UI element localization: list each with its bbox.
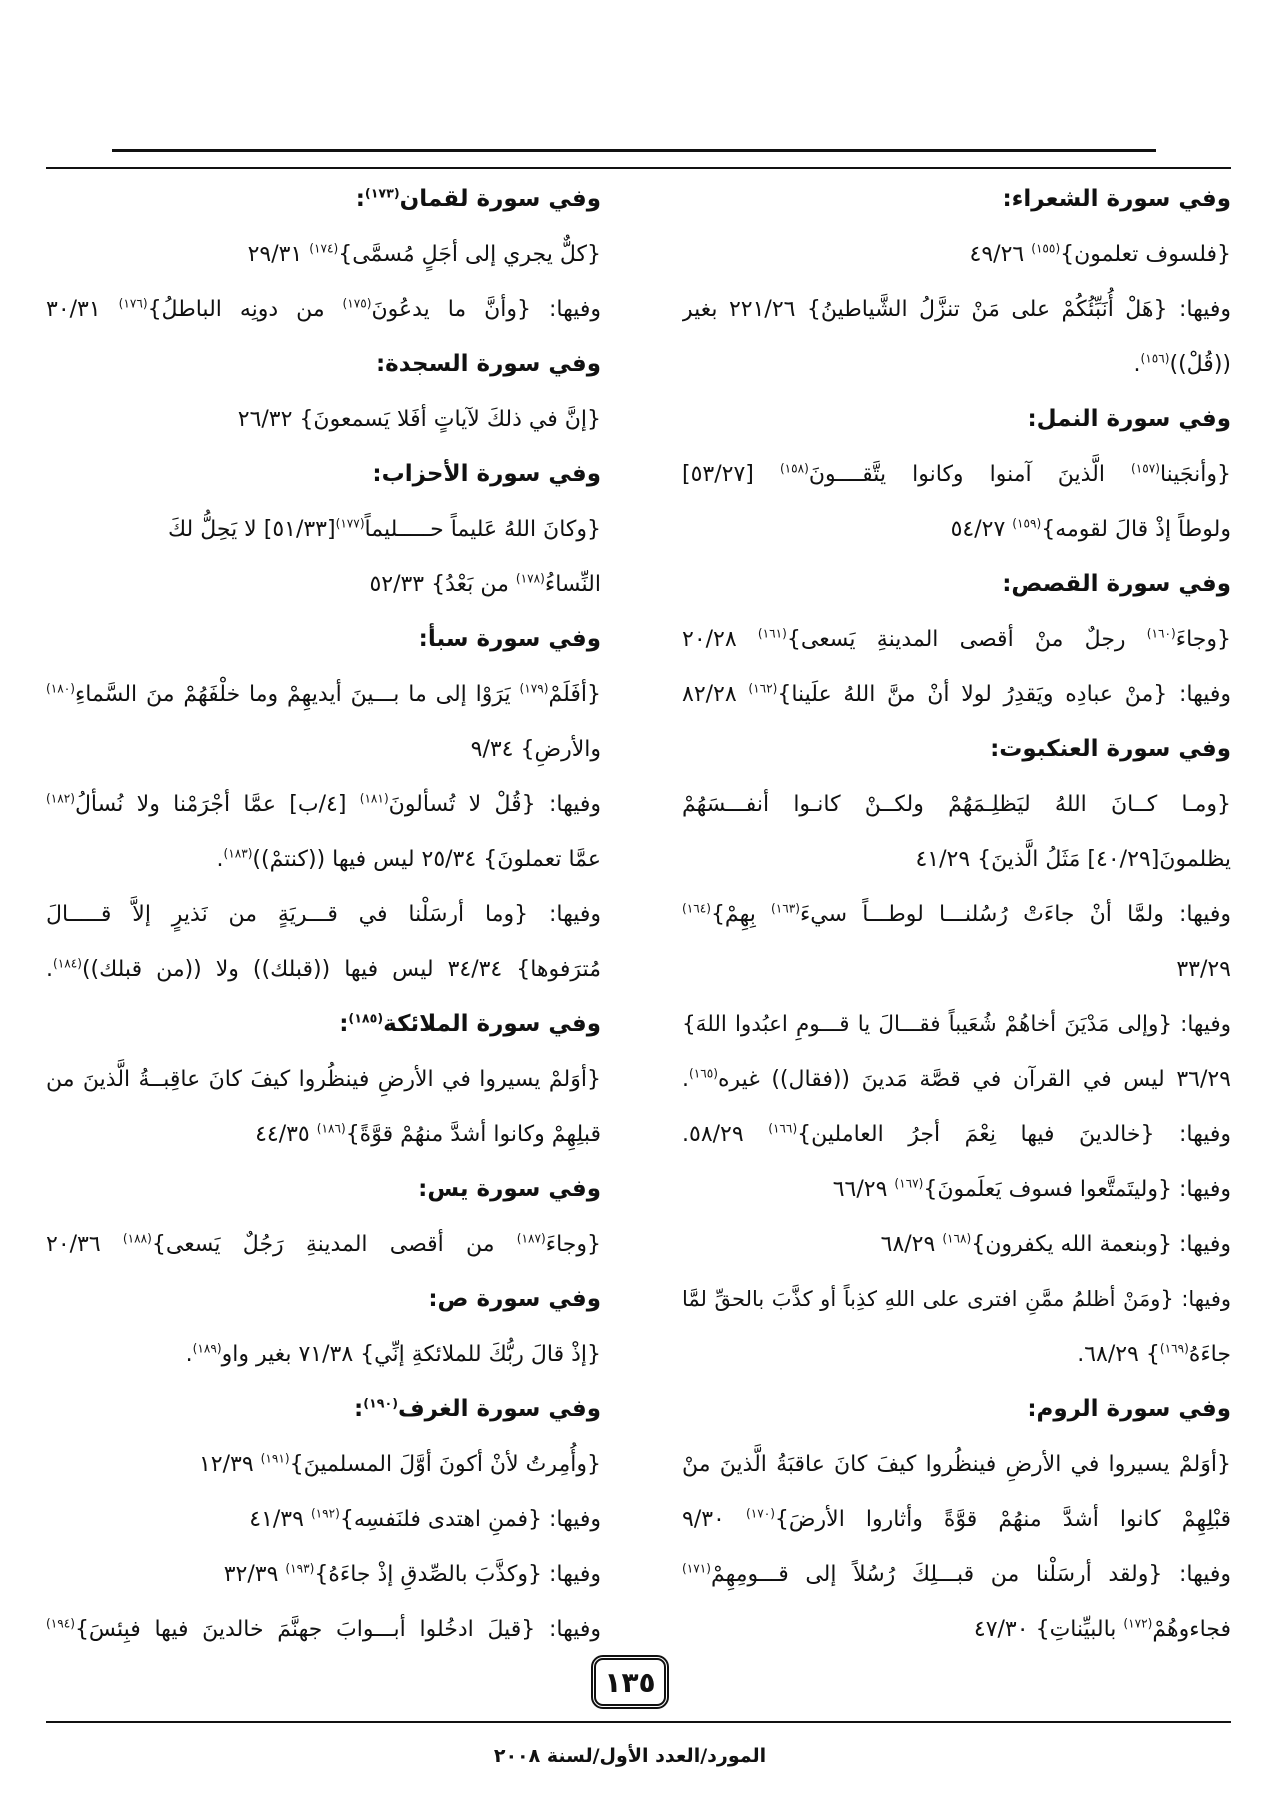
text-line bbox=[682, 612, 1231, 667]
heading-text: وفي سورة العنكبوت: bbox=[990, 736, 1231, 762]
footnote-marker: (١٦٣) bbox=[771, 901, 800, 916]
line-text: جاءَهُ bbox=[1188, 1342, 1231, 1367]
text-line bbox=[682, 282, 1231, 337]
text-line bbox=[46, 392, 601, 447]
text-line bbox=[46, 722, 601, 777]
heading-line bbox=[682, 1382, 1231, 1437]
text-line bbox=[682, 1272, 1231, 1327]
text-line bbox=[46, 1327, 601, 1382]
line-text: ٤٤/٣٥ bbox=[255, 1122, 317, 1147]
line-text: رجلٌ منْ أقصى المدينةِ يَسعى} bbox=[786, 627, 1147, 652]
footnote-marker: (١٨٥) bbox=[348, 1010, 384, 1026]
heading-text: وفي سورة الروم: bbox=[1027, 1396, 1231, 1422]
text-line bbox=[46, 942, 601, 997]
line-text: ١٢/٣٩ bbox=[198, 1452, 261, 1477]
footnote-marker: (١٥٧) bbox=[1131, 461, 1160, 476]
line-text: من بَعْدُ} ٥٢/٣٣ bbox=[369, 572, 516, 597]
text-line bbox=[682, 887, 1231, 942]
heading-line bbox=[46, 997, 601, 1052]
footnote-marker: (١٦٠) bbox=[1146, 626, 1176, 641]
footnote-marker: (١٩٤) bbox=[46, 1616, 75, 1631]
heading-line bbox=[46, 1272, 601, 1327]
line-text: وفيها: {وإلى مَدْيَنَ أخاهُمْ شُعَيباً فقـــالَ يا قـــومِ اعبُدوا اللهَ} bbox=[682, 1012, 1231, 1037]
text-line bbox=[682, 1107, 1231, 1162]
footnote-marker: (١٧٧) bbox=[335, 516, 365, 531]
footnote-marker: (١٨٧) bbox=[516, 1231, 546, 1246]
line-text: والأرضِ} ٩/٣٤ bbox=[470, 737, 601, 762]
text-line bbox=[46, 1437, 601, 1492]
line-text: . bbox=[1133, 352, 1141, 377]
text-line bbox=[682, 1217, 1231, 1272]
line-text: {إذْ قالَ ربُّكَ للملائكةِ إنِّي} ٧١/٣٨ بغير واو bbox=[221, 1342, 601, 1367]
heading-text: وفي سورة سبأ: bbox=[418, 626, 601, 652]
heading-text: وفي سورة الأحزاب: bbox=[372, 461, 601, 487]
header-rule-thick bbox=[112, 149, 1156, 152]
line-text: من أقصى المدينةِ رَجُلٌ يَسعى} bbox=[151, 1232, 517, 1257]
text-line bbox=[46, 1547, 601, 1602]
footnote-marker: (١٥٥) bbox=[1031, 241, 1061, 256]
footnote-marker: (١٨٨) bbox=[122, 1231, 152, 1246]
line-text: [٥٣/٢٧] bbox=[682, 462, 780, 487]
line-text: من دونِه الباطلُ} bbox=[147, 297, 343, 322]
footnote-marker: (١٨٢) bbox=[46, 791, 75, 806]
heading-line bbox=[46, 337, 601, 392]
line-text: الَّذينَ آمنوا وكانوا يتَّقــــونَ bbox=[808, 462, 1132, 487]
text-line bbox=[682, 777, 1231, 832]
heading-text: وفي سورة لقمان bbox=[399, 186, 601, 212]
heading-line bbox=[682, 722, 1231, 777]
heading-text: وفي سورة النمل: bbox=[1027, 406, 1231, 432]
text-line bbox=[46, 282, 601, 337]
text-line bbox=[682, 832, 1231, 887]
heading-text: : bbox=[354, 1396, 364, 1422]
line-text: {فلسوف تعلمون} bbox=[1060, 242, 1231, 267]
text-line bbox=[46, 667, 601, 722]
line-text: وفيها: {وكذَّبَ بالصِّدقِ إذْ جاءَهُ} bbox=[314, 1562, 601, 1587]
text-line bbox=[682, 1492, 1231, 1547]
line-text: {ومـا كــانَ اللهُ ليَظلِـمَهُمْ ولكــنْ كانـوا أنفـــسَهُمْ bbox=[682, 792, 1231, 817]
heading-text: وفي سورة ص: bbox=[428, 1286, 601, 1312]
text-line bbox=[46, 1602, 601, 1657]
heading-line bbox=[46, 1162, 601, 1217]
line-text: ٣٢/٣٩ bbox=[223, 1562, 286, 1587]
line-text: بِهِمْ} bbox=[710, 902, 771, 927]
line-text: . bbox=[216, 847, 224, 872]
footnote-marker: (١٦٥) bbox=[689, 1066, 718, 1081]
line-text: وفيها: {ولقد أرسَلْنا من قبـــلِكَ رُسُلاً إلى قـــومِهِمْ bbox=[710, 1562, 1231, 1587]
footnote-marker: (١٥٨) bbox=[779, 461, 809, 476]
heading-line bbox=[682, 392, 1231, 447]
line-text: . bbox=[682, 1067, 689, 1092]
text-line bbox=[46, 227, 601, 282]
heading-text: وفي سورة الملائكة bbox=[383, 1011, 601, 1037]
footnote-marker: (١٥٩) bbox=[1012, 516, 1042, 531]
heading-text: وفي سورة يس: bbox=[418, 1176, 601, 1202]
footnote-marker: (١٨٦) bbox=[316, 1121, 346, 1136]
text-line bbox=[46, 1492, 601, 1547]
text-line bbox=[682, 1547, 1231, 1602]
line-text: وفيها: ولمَّا أنْ جاءَتْ رُسُلنـــا لوطـــاً سيءَ bbox=[799, 902, 1231, 927]
text-line bbox=[46, 557, 601, 612]
line-text: وفيها: {قُلْ لا تُسألونَ bbox=[388, 792, 601, 817]
line-text: {وجاءَ bbox=[545, 1232, 601, 1257]
text-line bbox=[46, 1052, 601, 1107]
right-column bbox=[682, 172, 1231, 1657]
line-text: بالبيِّناتِ} ٤٧/٣٠ bbox=[973, 1617, 1124, 1642]
footer-text: المورد/العدد الأول/لسنة ٢٠٠٨ bbox=[493, 1745, 767, 1767]
line-text: ٣٠/٣١ bbox=[46, 297, 119, 322]
text-line bbox=[46, 1217, 601, 1272]
footnote-marker: (١٨١) bbox=[359, 791, 389, 806]
line-text: وفيها: {وأنَّ ما يدعُونَ bbox=[371, 297, 601, 322]
footnote-marker: (١٥٦) bbox=[1140, 351, 1170, 366]
heading-line bbox=[46, 447, 601, 502]
heading-text: : bbox=[339, 1011, 349, 1037]
heading-line bbox=[46, 612, 601, 667]
line-text: {إنَّ في ذلكَ لآياتٍ أفَلا يَسمعونَ} ٢٦/٣٢ bbox=[237, 407, 601, 432]
line-text: ٥٤/٢٧ bbox=[950, 517, 1013, 542]
header-rule-thin bbox=[46, 167, 1231, 169]
line-text: وفيها: {هَلْ أُنَبِّئُكُمْ على مَنْ تنزَّلُ الشَّياطينُ} ٢٢١/٢٦ بغير bbox=[682, 297, 1231, 322]
line-text: ٣٦/٢٩ ليس في القرآن في قصَّة مَدينَ ((فقال)) غيره bbox=[717, 1067, 1231, 1092]
line-text: وفيها: {وليتَمتَّعوا فسوف يَعلَمونَ} bbox=[923, 1177, 1231, 1202]
heading-text: وفي سورة السجدة: bbox=[375, 351, 601, 377]
line-text: {أوَلمْ يسيروا في الأرضِ فينظُروا كيفَ كانَ عاقبَةُ الَّذينَ منْ bbox=[682, 1452, 1231, 1477]
text-line bbox=[682, 447, 1231, 502]
line-text: يظلمونَ[٤٠/٢٩] مَثَلُ الَّذينَ} ٤١/٢٩ bbox=[915, 847, 1231, 872]
footnote-marker: (١٨٩) bbox=[192, 1341, 222, 1356]
line-text: قبْلِهِمْ كانوا أشدَّ منهُمْ قوَّةً وأثاروا الأرضَ} bbox=[774, 1507, 1231, 1532]
line-text: قبلِهِمْ وكانوا أشدَّ منهُمْ قوَّةً} bbox=[345, 1122, 601, 1147]
line-text: ٣٣/٢٩ bbox=[1176, 957, 1231, 982]
footnote-marker: (١٧٤) bbox=[309, 241, 339, 256]
line-text: ٢٠/٢٨ bbox=[682, 627, 758, 652]
footnote-marker: (١٧٠) bbox=[745, 1506, 775, 1521]
line-text: ٢٩/٣١ bbox=[247, 242, 310, 267]
text-line bbox=[46, 832, 601, 887]
heading-text: وفي سورة الغرف bbox=[397, 1396, 601, 1422]
line-text: . bbox=[185, 1342, 193, 1367]
line-text: ((قُلْ)) bbox=[1169, 352, 1231, 377]
line-text: . bbox=[46, 957, 53, 982]
line-text: وفيها: {ومَنْ أظلمُ ممَّنِ افترى على اللهِ كذِباً أو كذَّبَ بالحقِّ لمَّا bbox=[682, 1287, 1231, 1311]
line-text: النِّساءُ bbox=[544, 572, 601, 597]
heading-text: : bbox=[355, 186, 365, 212]
footnote-marker: (١٨٠) bbox=[46, 681, 75, 696]
line-text: ٥٨/٢٩. bbox=[682, 1122, 769, 1147]
footnote-marker: (١٧٦) bbox=[118, 296, 148, 311]
line-text: ٨٢/٢٨ bbox=[682, 682, 749, 707]
footnote-marker: (١٧٩) bbox=[519, 681, 549, 696]
text-line bbox=[682, 1052, 1231, 1107]
footnote-marker: (١٨٤) bbox=[53, 956, 82, 971]
heading-line bbox=[46, 1382, 601, 1437]
text-line bbox=[682, 337, 1231, 392]
text-line bbox=[682, 227, 1231, 282]
footnote-marker: (١٧٨) bbox=[515, 571, 545, 586]
text-line bbox=[682, 997, 1231, 1052]
line-text: ٦٨/٢٩ bbox=[880, 1232, 943, 1257]
line-text: مُترَفوها} ٣٤/٣٤ ليس فيها ((قبلك)) ولا ((من قبلك)) bbox=[81, 957, 601, 982]
footnote-marker: (١٩١) bbox=[260, 1451, 290, 1466]
heading-text: وفي سورة الشعراء: bbox=[1002, 186, 1231, 212]
text-line bbox=[682, 1602, 1231, 1657]
line-text: ٢٠/٣٦ bbox=[46, 1232, 123, 1257]
page-number-box bbox=[591, 1655, 669, 1709]
footnote-marker: (١٧٣) bbox=[364, 185, 400, 201]
text-line bbox=[46, 1107, 601, 1162]
footnote-marker: (١٦٧) bbox=[894, 1176, 924, 1191]
line-text: {أفَلَمْ bbox=[548, 682, 601, 707]
line-text: {أوَلمْ يسيروا في الأرضِ فينظُروا كيفَ كانَ عاقِبــةُ الَّذينَ من bbox=[46, 1067, 601, 1092]
line-text: {وأنجَينا bbox=[1159, 462, 1231, 487]
footnote-marker: (١٧٥) bbox=[342, 296, 372, 311]
line-text: {وأُمِرتُ لأنْ أكونَ أوَّلَ المسلمينَ} bbox=[289, 1452, 601, 1477]
text-line bbox=[682, 667, 1231, 722]
line-text: ٤١/٣٩ bbox=[249, 1507, 311, 1532]
line-text: {وجاءَ bbox=[1175, 627, 1231, 652]
line-text: ولوطاً إذْ قالَ لقومه} bbox=[1041, 517, 1231, 542]
line-text: ٦٦/٢٩ bbox=[832, 1177, 895, 1202]
line-text: فجاءوهُمْ bbox=[1152, 1617, 1231, 1642]
footnote-marker: (١٨٣) bbox=[223, 846, 253, 861]
footer-rule bbox=[46, 1721, 1231, 1723]
line-text: وفيها: {خالدينَ فيها نِعْمَ أجرُ العاملين} bbox=[797, 1122, 1231, 1147]
line-text: يَرَوْا إلى ما بـــينَ أيديهِمْ وما خلْفَهُمْ منَ السَّماءِ bbox=[74, 682, 520, 707]
line-text: عمَّا تعملونَ} ٢٥/٣٤ ليس فيها ((كنتمْ)) bbox=[252, 847, 601, 872]
footnote-marker: (١٦٢) bbox=[748, 681, 778, 696]
footnote-marker: (١٦٩) bbox=[1159, 1341, 1189, 1356]
left-column bbox=[46, 172, 601, 1657]
text-line bbox=[682, 502, 1231, 557]
text-line bbox=[682, 1162, 1231, 1217]
heading-line bbox=[682, 557, 1231, 612]
text-line bbox=[46, 502, 601, 557]
text-line bbox=[682, 942, 1231, 997]
line-text: [٥١/٣٣] لا يَحِلُّ لكَ bbox=[167, 517, 336, 542]
text-line bbox=[682, 1327, 1231, 1382]
line-text: {كلٌّ يجري إلى أجَلٍ مُسمَّى} bbox=[338, 242, 601, 267]
footnote-marker: (١٦٤) bbox=[682, 901, 711, 916]
heading-text: وفي سورة القصص: bbox=[1002, 571, 1231, 597]
footnote-marker: (١٩٣) bbox=[285, 1561, 315, 1576]
line-text: وفيها: {وبنعمة الله يكفرون} bbox=[971, 1232, 1231, 1257]
footnote-marker: (١٩٠) bbox=[363, 1395, 398, 1411]
line-text: ٩/٣٠ bbox=[682, 1507, 746, 1532]
line-text: وفيها: {فمنِ اهتدى فلنَفسِه} bbox=[339, 1507, 601, 1532]
line-text: {وكانَ اللهُ عَليماً حـــــليماً bbox=[364, 517, 601, 542]
footnote-marker: (١٧٢) bbox=[1123, 1616, 1153, 1631]
footnote-marker: (١٦٨) bbox=[942, 1231, 972, 1246]
page-number: ١٣٥ bbox=[604, 1665, 656, 1699]
text-line bbox=[682, 1437, 1231, 1492]
line-text: وفيها: {منْ عبادِه ويَقدِرُ لولا أنْ منَّ اللهُ علَينا} bbox=[777, 682, 1231, 707]
heading-line bbox=[682, 172, 1231, 227]
text-line bbox=[46, 887, 601, 942]
line-text: ٤٩/٢٦ bbox=[969, 242, 1032, 267]
line-text: وفيها: {وما أرسَلْنا في قـــريَةٍ من نَذيرٍ إلاَّ قـــــالَ bbox=[46, 902, 601, 927]
footnote-marker: (١٧١) bbox=[682, 1561, 711, 1576]
footnote-marker: (١٦٦) bbox=[768, 1121, 798, 1136]
line-text: [٤/ب] عمَّا أجْرَمْنا ولا نُسألُ bbox=[74, 792, 360, 817]
footnote-marker: (١٩٢) bbox=[310, 1506, 340, 1521]
heading-line bbox=[46, 172, 601, 227]
line-text: وفيها: {قيلَ ادخُلوا أبـــوابَ جهنَّمَ خالدينَ فيها فبِئسَ} bbox=[74, 1617, 601, 1642]
text-line bbox=[46, 777, 601, 832]
footnote-marker: (١٦١) bbox=[757, 626, 787, 641]
line-text: } ٦٨/٢٩. bbox=[1077, 1342, 1160, 1367]
